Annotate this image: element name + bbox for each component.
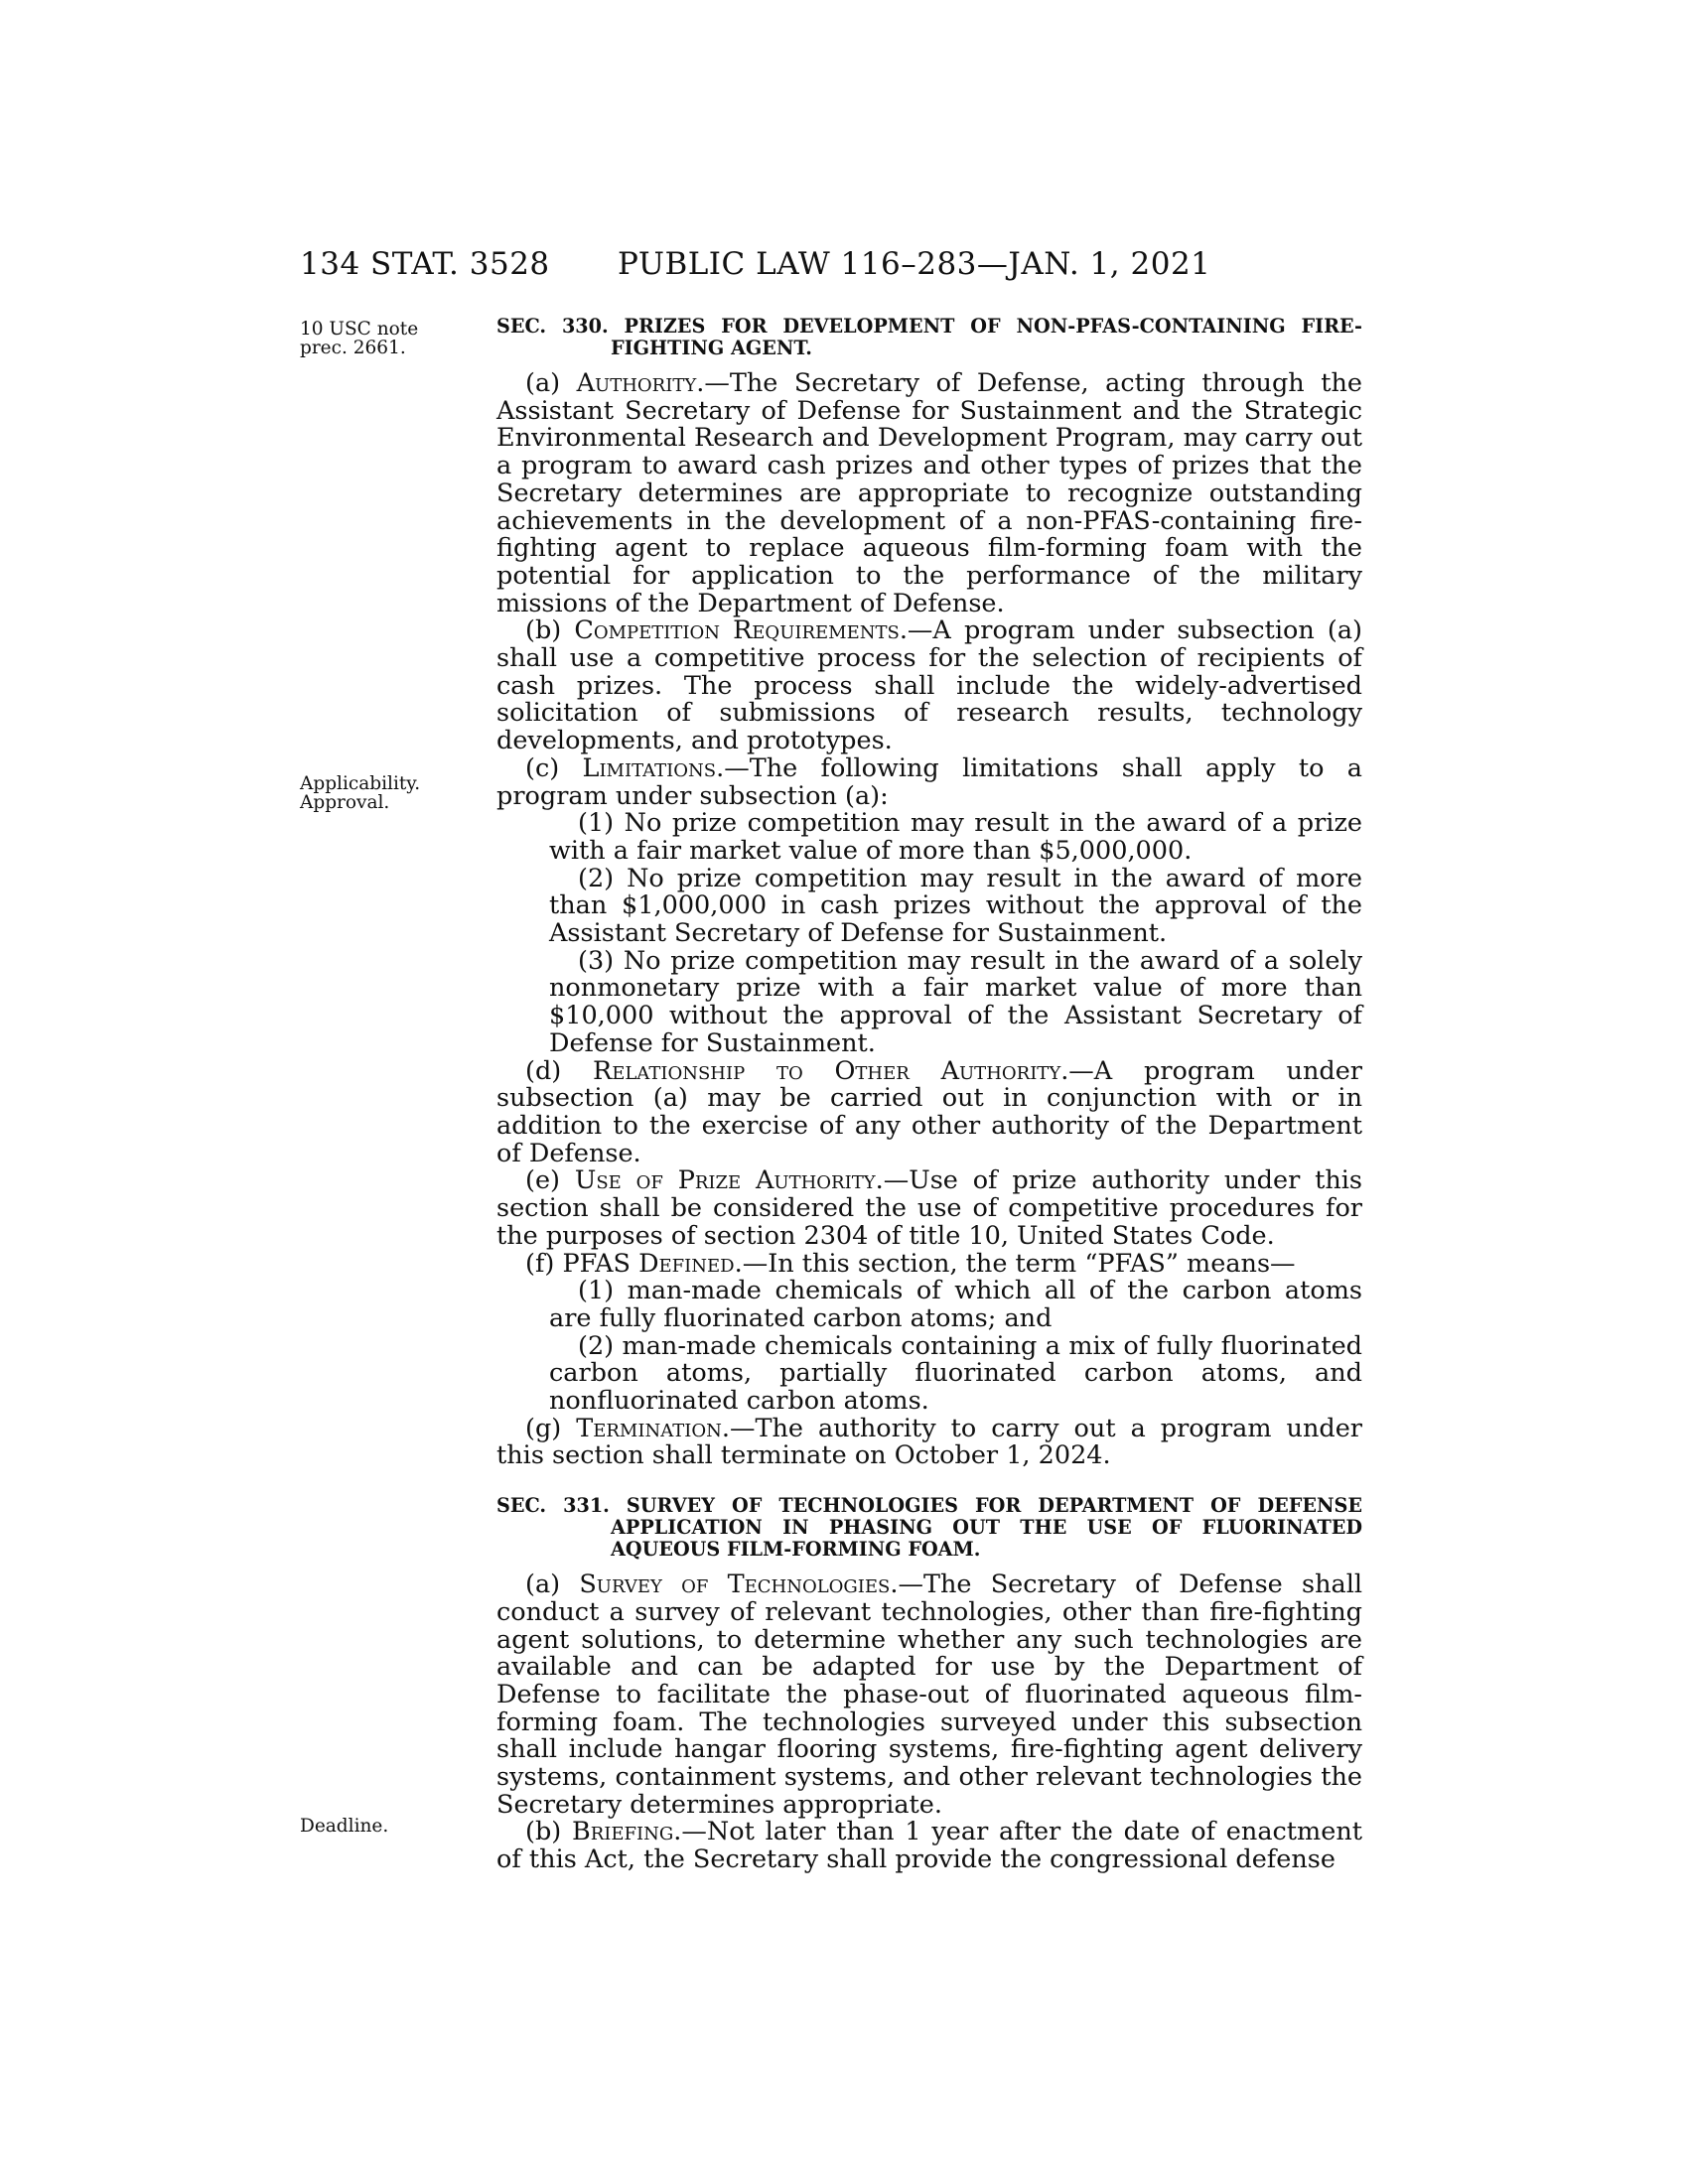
- subsection-heading: Use of Prize Authority: [574, 1165, 876, 1196]
- page-header: [300, 246, 1362, 290]
- subsection-text: .—In this section, the term “PFAS” means—: [734, 1248, 1296, 1279]
- sec330-subsection-g: [496, 1413, 1362, 1471]
- subsection-label: (g): [525, 1413, 577, 1443]
- subsection-label: (f): [525, 1248, 563, 1279]
- margin-note-applicability-line: Applicability.: [300, 773, 421, 794]
- margin-note-applicability: [300, 774, 420, 812]
- subsection-text: .—The Secretary of Defense, acting through the Assistant Secretary of Defense for Sustainment and the Strategic Environmental Research and Development Program, may carry out a program to award cash prizes and other types of prizes that the Secretary determines are appropriate to recognize outstanding achievements in the development of a non-PFAS-containing fire-fighting agent to replace aqueous film-forming foam with the potential for application to the performance of the military missions of the Department of Defense.: [496, 368, 1362, 618]
- sec330-subsection-e: [496, 1167, 1362, 1250]
- section-330-heading: SEC. 330. PRIZES FOR DEVELOPMENT OF NON-PFAS-CONTAINING FIRE-FIGHTING AGENT.: [496, 315, 1362, 359]
- subsection-heading: Relationship to Other Authority: [593, 1055, 1061, 1086]
- subsection-heading: Termination: [576, 1413, 722, 1443]
- public-law-title: PUBLIC LAW 116–283—JAN. 1, 2021: [618, 246, 1211, 282]
- subsection-text: .—A program under subsection (a) shall use a competitive process for the selection of recipients of cash prizes. The process shall include the widely-advertised solicitation of submissions of research results, technology developments, and prototypes.: [496, 615, 1362, 756]
- margin-note-usc-line2: prec. 2661.: [300, 338, 406, 358]
- margin-note-approval-line: Approval.: [300, 792, 390, 813]
- sec330-f-item-1: (1) man-made chemicals of which all of the carbon atoms are fully fluorinated carbon atoms; and: [549, 1276, 1362, 1333]
- subsection-heading: Competition Requirements: [574, 615, 900, 646]
- margin-note-deadline: [300, 1817, 388, 1836]
- subsection-label: (a): [525, 1570, 580, 1600]
- subsection-text: .—Not later than 1 year after the date of enactment of this Act, the Secretary shall provide the congressional defense: [496, 1817, 1362, 1875]
- document-body: [496, 316, 1362, 1874]
- sec330-subsection-b: [496, 617, 1362, 755]
- sec330-c-item-3: (3) No prize competition may result in the award of a solely nonmonetary prize with a fair market value of more than $10,000 without the approval of the Assistant Secretary of Defense for Sustainment.: [549, 945, 1362, 1058]
- sec330-c-item-1: (1) No prize competition may result in the award of a prize with a fair market value of more than $5,000,000.: [549, 808, 1362, 866]
- sec330-subsection-f: [496, 1248, 1362, 1279]
- margin-note-usc-line1: 10 USC note: [300, 319, 419, 340]
- subsection-label: (b): [525, 615, 575, 646]
- section-331-heading: SEC. 331. SURVEY OF TECHNOLOGIES FOR DEPARTMENT OF DEFENSE APPLICATION IN PHASING OUT THE USE OF FLUORINATED AQUEOUS FILM-FORMING FOAM.: [496, 1494, 1362, 1562]
- margin-note-usc: [300, 320, 418, 357]
- sec331-subsection-b: [496, 1819, 1362, 1873]
- subsection-heading: Survey of Technologies: [579, 1570, 891, 1600]
- subsection-text: .—The authority to carry out a program under this section shall terminate on October 1, 2024.: [496, 1413, 1362, 1471]
- subsection-heading: PFAS Defined: [562, 1248, 735, 1279]
- sec330-c-item-2: (2) No prize competition may result in the award of more than $1,000,000 in cash prizes without the approval of the Assistant Secretary of Defense for Sustainment.: [549, 863, 1362, 949]
- subsection-heading: Briefing: [572, 1817, 674, 1847]
- subsection-label: (d): [525, 1055, 594, 1086]
- sec330-subsection-d: [496, 1055, 1362, 1168]
- subsection-text: .—A program under subsection (a) may be carried out in conjunction with or in addition to the exercise of any other authority of the Department of Defense.: [496, 1055, 1362, 1168]
- subsection-label: (b): [525, 1817, 573, 1847]
- statute-page-number: 134 STAT. 3528: [300, 246, 550, 282]
- subsection-text: .—The Secretary of Defense shall conduct a survey of relevant technologies, other than fire-fighting agent solutions, to determine whether any such technologies are available and can be adapted for use by the Department of Defense to facilitate the phase-out of fluorinated aqueous film-forming foam. The technologies surveyed under this subsection shall include hangar flooring systems, fire-fighting agent delivery systems, containment systems, and other relevant technologies the Secretary determines appropriate.: [496, 1570, 1363, 1820]
- sec330-f-item-2: (2) man-made chemicals containing a mix of fully fluorinated carbon atoms, partially fluorinated carbon atoms, and nonfluorinated carbon atoms.: [549, 1330, 1362, 1417]
- sec330-subsection-a: [496, 370, 1362, 617]
- subsection-label: (a): [525, 368, 577, 398]
- subsection-label: (e): [525, 1165, 575, 1196]
- sec331-subsection-a: [496, 1571, 1362, 1819]
- subsection-label: (c): [525, 752, 583, 783]
- margin-note-deadline-line: Deadline.: [300, 1816, 389, 1837]
- subsection-heading: Authority: [576, 368, 697, 398]
- subsection-heading: Limitations: [582, 752, 717, 783]
- section-spacer: [496, 1470, 1362, 1495]
- sec330-subsection-c: [496, 752, 1362, 811]
- subsection-text: .—Use of prize authority under this section shall be considered the use of competitive procedures for the purposes of section 2304 of title 10, United States Code.: [496, 1165, 1363, 1251]
- subsection-text: .—The following limitations shall apply to a program under subsection (a):: [496, 752, 1362, 811]
